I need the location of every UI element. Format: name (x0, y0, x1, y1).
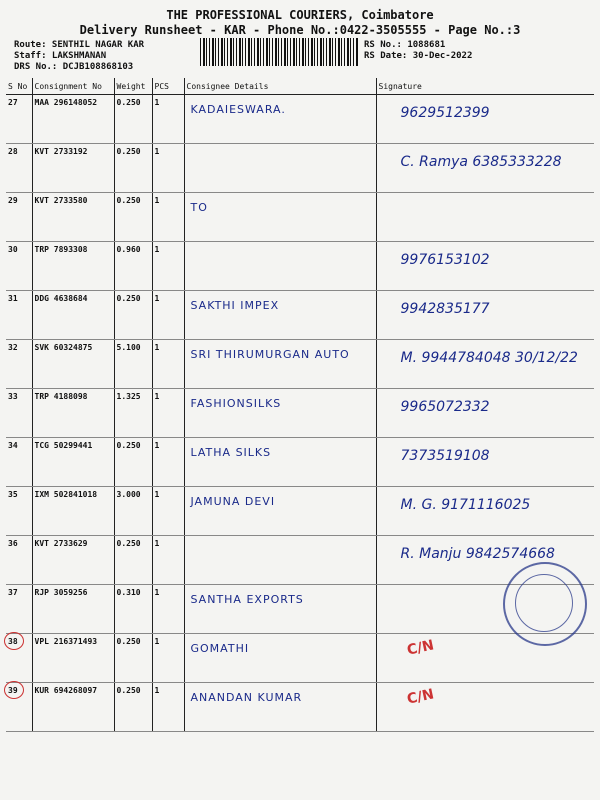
row-consignment (32, 683, 114, 732)
row-sno-text: 31 (8, 294, 18, 303)
row-consignment-text: KUR 694268097 (34, 686, 98, 695)
handwritten-signature: M. 9944784048 30/12/22 (400, 350, 578, 366)
row-pcs-text: 1 (154, 343, 160, 352)
row-consignment (32, 585, 114, 634)
row-pcs (152, 242, 184, 291)
row-signature (376, 683, 594, 732)
handwritten-signature: M. G. 9171116025 (400, 497, 531, 513)
handwritten-signature: C/N (405, 637, 435, 659)
runsheet-subtitle: Delivery Runsheet - KAR - Phone No.:0422-3505555 - Page No.:3 (79, 23, 521, 37)
handwritten-consignee: TO (190, 201, 208, 214)
row-pcs (152, 95, 184, 144)
staff-label: Staff: LAKSHMANAN (14, 51, 107, 61)
row-sno (6, 95, 32, 144)
col-consignment: Consignment No (32, 78, 114, 95)
row-weight (114, 193, 152, 242)
row-sno-text: 28 (8, 147, 18, 156)
row-weight (114, 95, 152, 144)
company-stamp (503, 562, 587, 646)
row-sno (6, 536, 32, 585)
row-consignee (184, 242, 376, 291)
table-row (6, 438, 594, 487)
row-pcs (152, 193, 184, 242)
row-weight (114, 340, 152, 389)
row-pcs (152, 634, 184, 683)
row-pcs-text: 1 (154, 245, 160, 254)
row-signature (376, 487, 594, 536)
row-consignee (184, 389, 376, 438)
row-pcs-text: 1 (154, 539, 160, 548)
row-pcs-text: 1 (154, 196, 160, 205)
handwritten-consignee: SAKTHI IMPEX (190, 299, 280, 312)
row-sno (6, 193, 32, 242)
drs-label: DRS No.: DCJB108868103 (14, 62, 134, 72)
rs-date: RS Date: 30-Dec-2022 (364, 51, 473, 61)
row-weight (114, 585, 152, 634)
row-consignee (184, 487, 376, 536)
row-consignee (184, 144, 376, 193)
row-pcs-text: 1 (154, 490, 160, 499)
col-sno: S No (6, 78, 32, 95)
row-consignment (32, 389, 114, 438)
row-consignment (32, 438, 114, 487)
row-pcs-text: 1 (154, 392, 160, 401)
row-sno-text: 35 (8, 490, 18, 499)
table-row (6, 340, 594, 389)
row-weight (114, 487, 152, 536)
row-sno-text: 34 (8, 441, 18, 450)
row-signature (376, 193, 594, 242)
row-sno (6, 683, 32, 732)
row-weight-text: 5.100 (116, 343, 141, 352)
barcode (200, 38, 358, 66)
handwritten-signature: R. Manju 9842574668 (400, 546, 555, 562)
row-consignment-text: SVK 60324875 (34, 343, 93, 352)
row-consignment (32, 536, 114, 585)
row-sno-text: 30 (8, 245, 18, 254)
col-weight: Weight (114, 78, 152, 95)
row-consignee (184, 585, 376, 634)
row-sno-text: 38 (8, 637, 18, 646)
row-consignment (32, 291, 114, 340)
row-consignment (32, 487, 114, 536)
table-row (6, 536, 594, 585)
row-sno-text: 37 (8, 588, 18, 597)
row-sno (6, 438, 32, 487)
row-weight-text: 0.250 (116, 294, 141, 303)
row-pcs-text: 1 (154, 98, 160, 107)
handwritten-signature: 9965072332 (400, 399, 490, 415)
row-pcs-text: 1 (154, 588, 160, 597)
row-weight-text: 0.250 (116, 441, 141, 450)
table-row (6, 193, 594, 242)
row-consignee (184, 95, 376, 144)
row-signature (376, 438, 594, 487)
row-pcs-text: 1 (154, 637, 160, 646)
row-weight-text: 1.325 (116, 392, 141, 401)
row-pcs-text: 1 (154, 441, 160, 450)
row-consignment-text: KVT 2733629 (34, 539, 88, 548)
row-weight (114, 634, 152, 683)
row-consignment-text: KVT 2733580 (34, 196, 88, 205)
row-weight (114, 389, 152, 438)
row-sno (6, 242, 32, 291)
row-consignment-text: TCG 50299441 (34, 441, 93, 450)
circle-mark (4, 632, 24, 650)
row-consignment (32, 193, 114, 242)
row-consignment-text: MAA 296148052 (34, 98, 98, 107)
row-pcs (152, 389, 184, 438)
row-consignment-text: RJP 3059256 (34, 588, 88, 597)
row-pcs (152, 291, 184, 340)
table-row (6, 487, 594, 536)
row-weight (114, 536, 152, 585)
row-sno (6, 291, 32, 340)
row-pcs-text: 1 (154, 294, 160, 303)
row-weight-text: 0.960 (116, 245, 141, 254)
table-row (6, 291, 594, 340)
row-pcs (152, 683, 184, 732)
handwritten-signature: 9976153102 (400, 252, 490, 268)
row-consignment-text: IXM 502841018 (34, 490, 98, 499)
row-consignment-text: TRP 4188098 (34, 392, 88, 401)
row-consignee (184, 683, 376, 732)
row-consignee (184, 340, 376, 389)
handwritten-signature: 9629512399 (400, 105, 490, 121)
table-row (6, 634, 594, 683)
row-pcs (152, 536, 184, 585)
col-signature: Signature (376, 78, 594, 95)
handwritten-consignee: KADAIESWARA. (190, 103, 286, 116)
row-consignee (184, 634, 376, 683)
row-sno (6, 487, 32, 536)
row-signature (376, 389, 594, 438)
row-signature (376, 340, 594, 389)
row-weight-text: 0.250 (116, 147, 141, 156)
row-consignment (32, 95, 114, 144)
row-consignee (184, 193, 376, 242)
col-consignee: Consignee Details (184, 78, 376, 95)
row-weight-text: 0.250 (116, 686, 141, 695)
row-weight (114, 242, 152, 291)
table-row (6, 144, 594, 193)
route-label: Route: SENTHIL NAGAR KAR (14, 40, 145, 50)
row-sno-text: 33 (8, 392, 18, 401)
handwritten-consignee: SANTHA EXPORTS (190, 593, 304, 606)
table-row (6, 95, 594, 144)
rs-number: RS No.: 1088681 (364, 40, 446, 50)
row-consignee (184, 291, 376, 340)
col-pcs: PCS (152, 78, 184, 95)
handwritten-signature: C/N (405, 686, 435, 708)
row-weight-text: 3.000 (116, 490, 141, 499)
row-weight (114, 291, 152, 340)
row-consignment (32, 144, 114, 193)
row-sno (6, 634, 32, 683)
row-weight (114, 438, 152, 487)
handwritten-signature: 7373519108 (400, 448, 490, 464)
row-weight (114, 144, 152, 193)
row-sno-text: 27 (8, 98, 18, 107)
row-consignee (184, 536, 376, 585)
handwritten-consignee: ANANDAN KUMAR (190, 691, 303, 704)
handwritten-consignee: SRI THIRUMURGAN AUTO (190, 348, 350, 361)
row-consignment (32, 242, 114, 291)
row-signature (376, 291, 594, 340)
row-consignment-text: VPL 216371493 (34, 637, 98, 646)
row-consignment (32, 634, 114, 683)
circle-mark (4, 681, 24, 699)
row-sno-text: 29 (8, 196, 18, 205)
row-weight-text: 0.250 (116, 637, 141, 646)
row-sno-text: 36 (8, 539, 18, 548)
row-signature (376, 144, 594, 193)
row-weight (114, 683, 152, 732)
handwritten-signature: 9942835177 (400, 301, 490, 317)
row-sno (6, 340, 32, 389)
runsheet-table (6, 78, 594, 732)
table-row (6, 389, 594, 438)
row-pcs-text: 1 (154, 147, 160, 156)
row-sno (6, 585, 32, 634)
row-signature (376, 242, 594, 291)
row-consignment (32, 340, 114, 389)
row-pcs (152, 340, 184, 389)
handwritten-consignee: FASHIONSILKS (190, 397, 282, 410)
row-sno-text: 32 (8, 343, 18, 352)
table-header (6, 78, 594, 95)
row-weight-text: 0.250 (116, 98, 141, 107)
row-pcs (152, 438, 184, 487)
row-pcs (152, 585, 184, 634)
row-pcs (152, 144, 184, 193)
row-signature (376, 95, 594, 144)
row-sno (6, 389, 32, 438)
row-weight-text: 0.250 (116, 196, 141, 205)
row-consignment-text: DDG 4638684 (34, 294, 88, 303)
handwritten-consignee: LATHA SILKS (190, 446, 272, 459)
table-row (6, 242, 594, 291)
row-consignee (184, 438, 376, 487)
row-sno (6, 144, 32, 193)
row-consignment-text: TRP 7893308 (34, 245, 88, 254)
row-sno-text: 39 (8, 686, 18, 695)
row-weight-text: 0.310 (116, 588, 141, 597)
row-weight-text: 0.250 (116, 539, 141, 548)
row-consignment-text: KVT 2733192 (34, 147, 88, 156)
row-pcs (152, 487, 184, 536)
row-pcs-text: 1 (154, 686, 160, 695)
company-title: THE PROFESSIONAL COURIERS, Coimbatore (166, 8, 434, 22)
handwritten-consignee: GOMATHI (190, 642, 250, 655)
table-row (6, 683, 594, 732)
handwritten-signature: C. Ramya 6385333228 (400, 154, 562, 170)
handwritten-consignee: JAMUNA DEVI (190, 495, 276, 508)
